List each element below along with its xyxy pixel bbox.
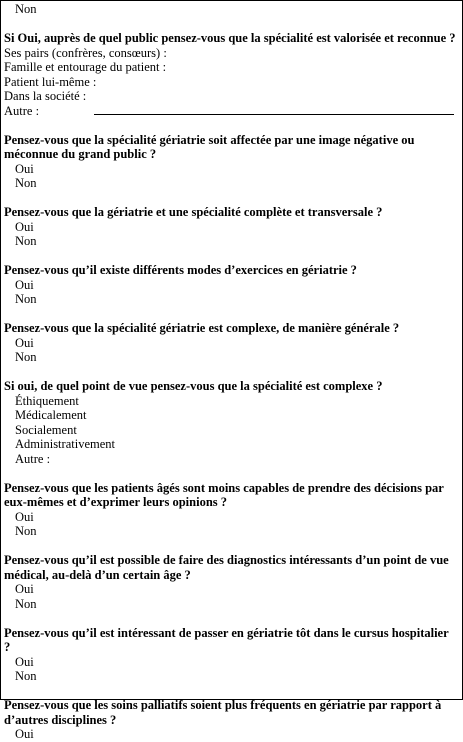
answer-option[interactable]: Non (15, 234, 37, 248)
answer-option[interactable]: Non (15, 292, 37, 306)
answer-option[interactable]: Non (15, 669, 37, 683)
answer-option[interactable]: Autre : (15, 451, 51, 466)
answer-option[interactable]: Médicalement (15, 408, 87, 422)
question-complexe: Pensez-vous que la spécialité gériatrie est complexe, de manière générale ? (4, 321, 400, 335)
answer-option: Non (15, 2, 37, 16)
autre-label: Autre : (4, 103, 40, 118)
answer-option[interactable]: Oui (15, 219, 34, 234)
question-diagnostics: Pensez-vous qu’il est possible de faire des diagnostics intéressants d’un point de vue médical, au-delà d’un certain âge ? (4, 553, 449, 582)
public-item-societe: Dans la société : (4, 89, 87, 103)
answer-option[interactable]: Éthiquement (15, 393, 79, 408)
question-public-recognition: Si Oui, auprès de quel public pensez-vous que la spécialité est valorisée et reconnue ? (4, 31, 456, 45)
question-complete: Pensez-vous que la gériatrie et une spécialité complète et transversale ? (4, 205, 383, 219)
answer-option[interactable]: Oui (15, 277, 34, 292)
question-decisions: Pensez-vous que les patients âgés sont moins capables de prendre des décisions par eux-mêmes et d’exprimer leurs opinions ? (4, 480, 444, 509)
answer-option[interactable]: Non (15, 524, 37, 538)
answer-option[interactable]: Oui (15, 161, 34, 176)
question-palliatifs: Pensez-vous que les soins palliatifs soient plus fréquents en gériatrie par rapport à d’autres disciplines ? (4, 698, 442, 727)
answer-option[interactable]: Oui (15, 335, 34, 350)
autre-answer-line[interactable] (94, 114, 454, 115)
answer-option[interactable]: Oui (15, 509, 34, 524)
answer-option[interactable]: Oui (15, 654, 34, 669)
answer-option[interactable]: Oui (15, 582, 34, 596)
answer-option[interactable]: Non (15, 350, 37, 364)
answer-option[interactable]: Non (15, 176, 37, 190)
public-item-famille: Famille et entourage du patient : (4, 60, 167, 74)
question-modes: Pensez-vous qu’il existe différents modes d’exercices en gériatrie ? (4, 263, 357, 277)
public-item-autre (4, 104, 462, 119)
answer-option[interactable]: Oui (15, 727, 34, 741)
question-image: Pensez-vous que la spécialité gériatrie soit affectée par une image négative ou méconnue du grand public ? (4, 132, 415, 161)
public-item-pairs: Ses pairs (confrères, consœurs) : (4, 45, 167, 60)
answer-option[interactable]: Socialement (15, 422, 77, 437)
question-point-de-vue: Si oui, de quel point de vue pensez-vous que la spécialité est complexe ? (4, 379, 383, 393)
answer-option[interactable]: Non (15, 596, 37, 611)
answer-option[interactable]: Administrativement (15, 437, 115, 451)
question-cursus: Pensez-vous qu’il est intéressant de passer en gériatrie tôt dans le cursus hospitalier ? (4, 625, 449, 654)
public-item-patient: Patient lui-même : (4, 74, 97, 89)
